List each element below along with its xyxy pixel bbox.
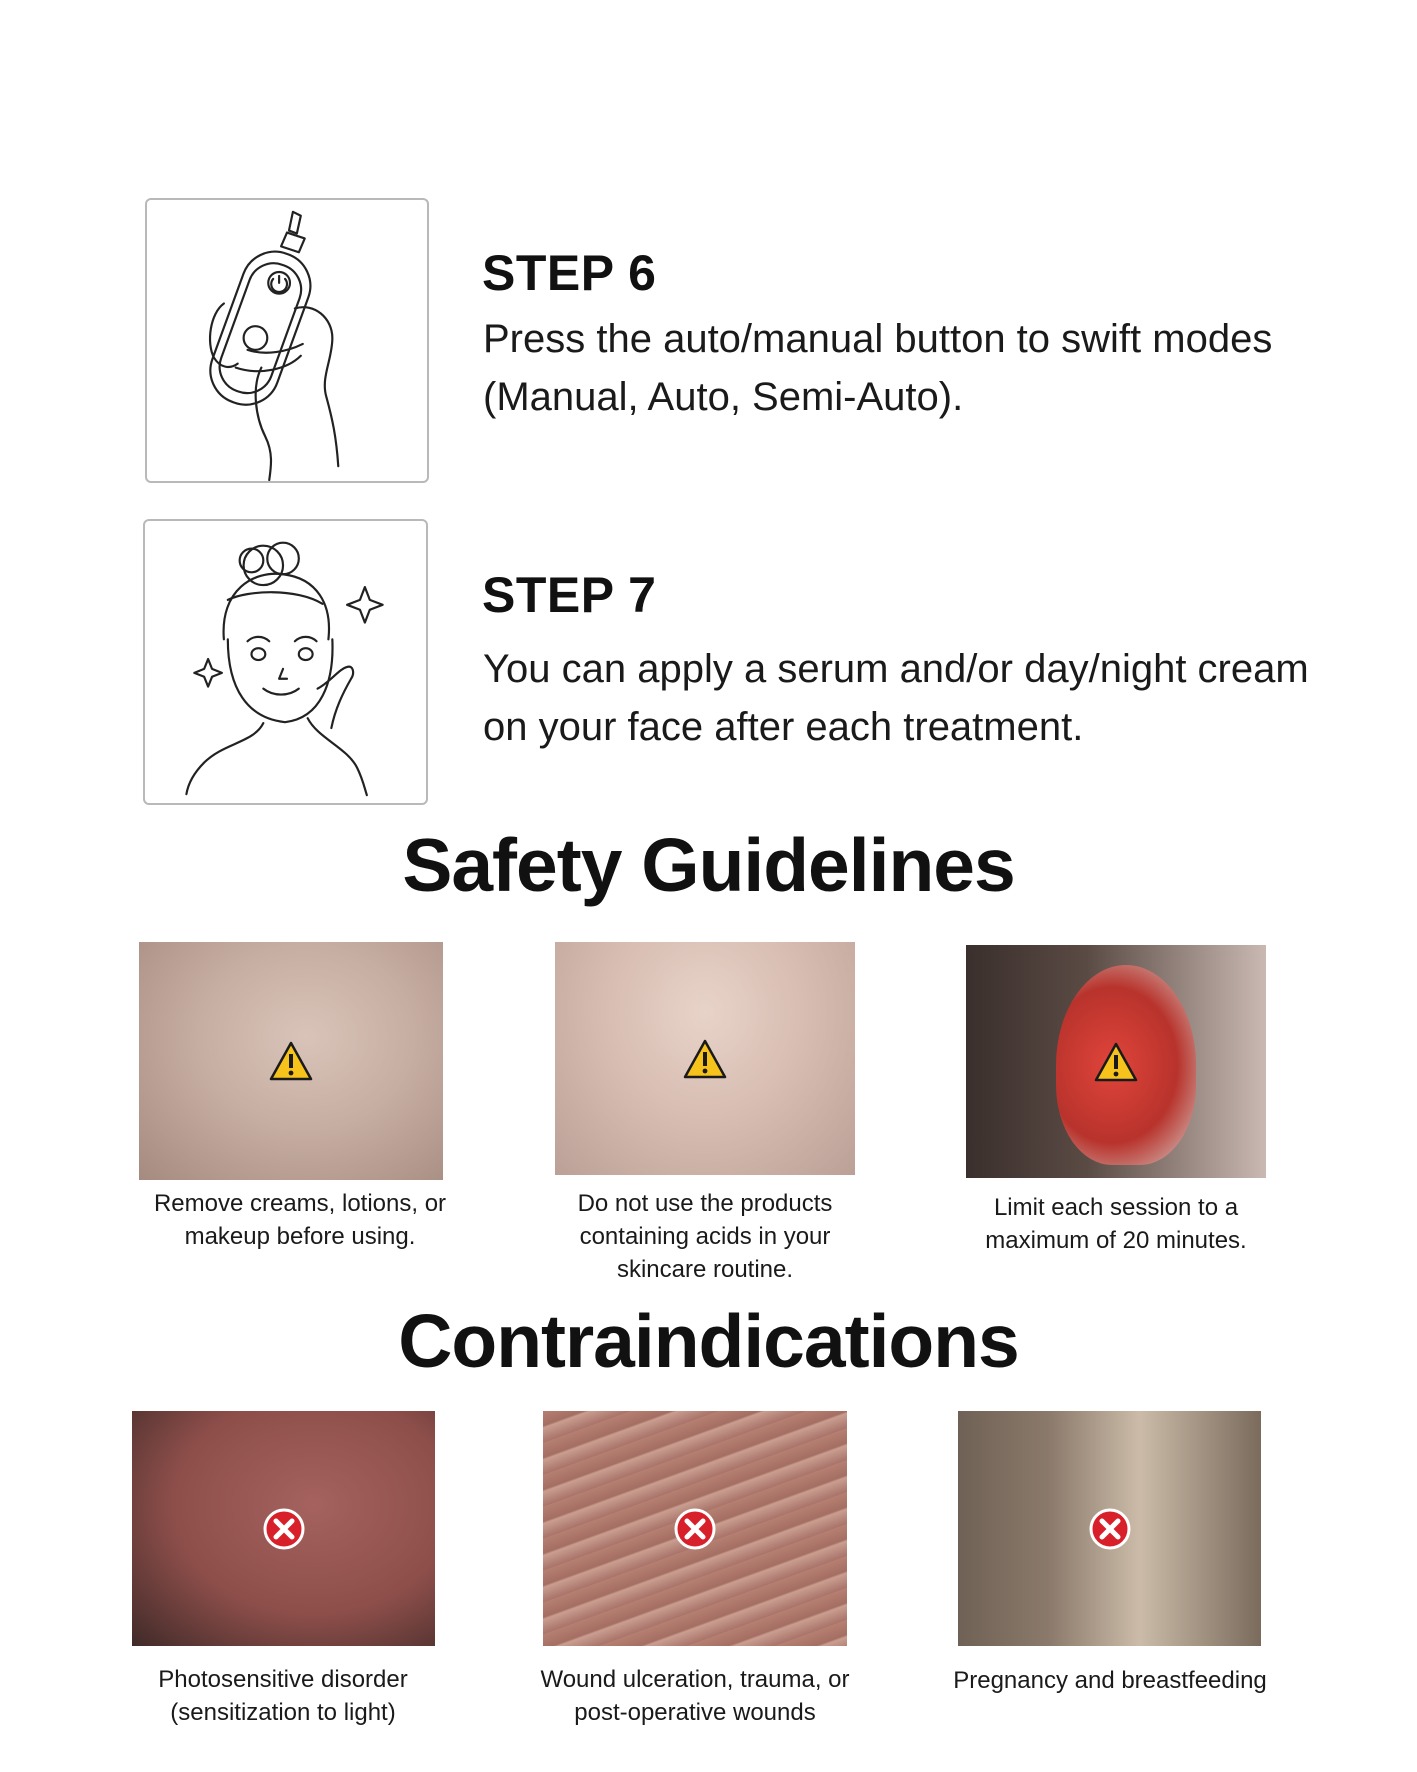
safety-photo-no-acids xyxy=(555,942,855,1175)
step-7-description: You can apply a serum and/or day/night cream on your face after each treatment. xyxy=(483,647,1309,749)
safety-guidelines-heading: Safety Guidelines xyxy=(402,823,1015,907)
warning-icon xyxy=(268,1040,314,1082)
contra-caption-photosensitive: Photosensitive disorder (sensitization to light) xyxy=(158,1666,408,1726)
contra-caption-wounds: Wound ulceration, trauma, or post-operative wounds xyxy=(540,1666,850,1726)
x-circle-icon xyxy=(263,1508,305,1550)
hand-holding-remote-icon xyxy=(147,200,427,481)
x-circle-icon xyxy=(1089,1508,1131,1550)
contra-photo-pregnancy xyxy=(958,1411,1261,1646)
contraindications-heading: Contraindications xyxy=(398,1299,1019,1383)
warning-icon xyxy=(682,1038,728,1080)
safety-caption-no-acids: Do not use the products containing acids in your skincare routine. xyxy=(577,1190,833,1283)
step-6-description: Press the auto/manual button to swift modes (Manual, Auto, Semi-Auto). xyxy=(483,317,1273,419)
step-6-title: STEP 6 xyxy=(482,245,657,301)
contra-photo-wounds xyxy=(543,1411,847,1646)
warning-icon xyxy=(1093,1041,1139,1083)
safety-photo-remove-creams xyxy=(139,942,443,1180)
step-7-illustration xyxy=(143,519,428,805)
contra-photo-photosensitive xyxy=(132,1411,435,1646)
safety-caption-remove-creams: Remove creams, lotions, or makeup before using. xyxy=(153,1190,447,1250)
woman-applying-cream-icon xyxy=(145,521,426,803)
step-6-illustration xyxy=(145,198,429,483)
step-7-title: STEP 7 xyxy=(482,567,657,623)
x-circle-icon xyxy=(674,1508,716,1550)
safety-caption-session-limit: Limit each session to a maximum of 20 minutes. xyxy=(985,1194,1247,1254)
contra-caption-pregnancy: Pregnancy and breastfeeding xyxy=(953,1667,1267,1694)
safety-photo-session-limit xyxy=(966,945,1266,1178)
